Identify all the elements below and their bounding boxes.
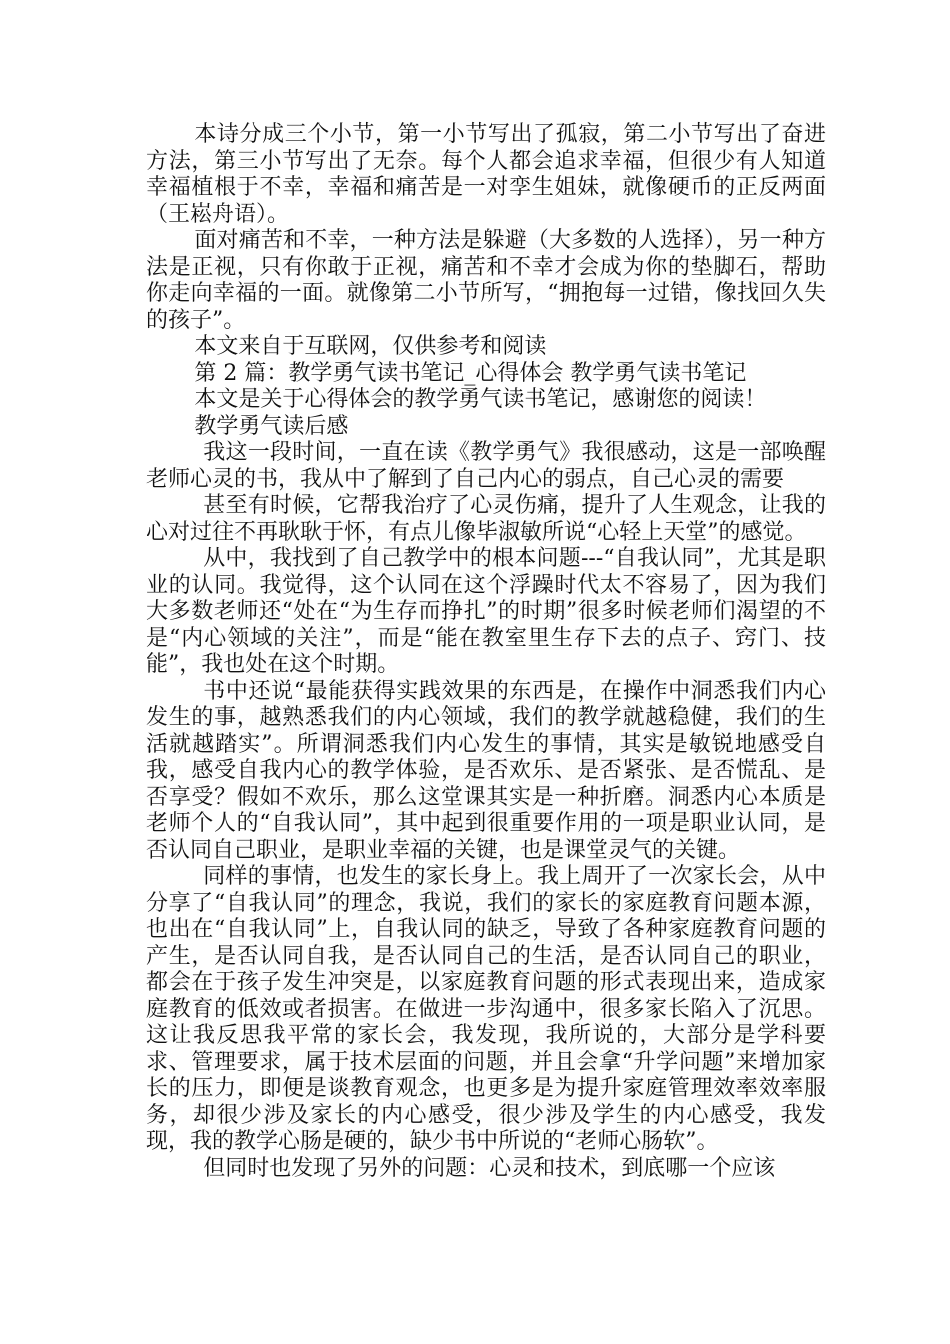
- paragraph-book-quote: 书中还说“最能获得实践效果的东西是，在操作中洞悉我们内心发生的事，越熟悉我们的内心领域，我们的教学就越稳健，我们的生活就越踏实”。所谓洞悉我们内心发生的事情，其实是敏锐地感受自我，感受自我内心的教学体验，是否欢乐、是否紧张、是否慌乱、是否享受？假如不欢乐，那么这堂课其实是一种折磨。洞悉内心本质是老师个人的“自我认同”，其中起到很重要作用的一项是职业认同，是否认同自己职业，是职业幸福的关键，也是课堂灵气的关键。: [146, 678, 826, 863]
- paragraph-source-note: 本文来自于互联网，仅供参考和阅读: [194, 334, 547, 359]
- paragraph-intro-note: 本文是关于心得体会的教学勇气读书笔记，感谢您的阅读！: [194, 387, 767, 412]
- document-body: [146, 122, 826, 1182]
- section-heading-part-2: 第 2 篇：教学勇气读书笔记_心得体会 教学勇气读书笔记: [194, 360, 747, 386]
- paragraph-reading-book: 我这一段时间，一直在读《教学勇气》我很感动，这是一部唤醒老师心灵的书，我从中了解到了自己内心的弱点，自己心灵的需要: [146, 440, 826, 492]
- paragraph-heart-vs-technique: 但同时也发现了另外的问题：心灵和技术，到底哪一个应该: [203, 1155, 776, 1181]
- paragraph-facing-pain: 面对痛苦和不幸，一种方法是躲避（大多数的人选择），另一种方法是正视，只有你敢于正视，痛苦和不幸才会成为你的垫脚石，帮助你走向幸福的一面。就像第二小节所写，“拥抱每一过错，像找回久失的孩子”。: [146, 228, 826, 333]
- paragraph-parent-meeting: 同样的事情，也发生的家长身上。我上周开了一次家长会，从中分享了“自我认同”的理念，我说，我们的家长的家庭教育问题本源，也出在“自我认同”上，自我认同的缺乏，导致了各种家庭教育问题的产生，是否认同自我，是否认同自己的生活，是否认同自己的职业，都会在于孩子发生冲突是，以家庭教育问题的形式表现出来，造成家庭教育的低效或者损害。在做进一步沟通中，很多家长陷入了沉思。这让我反思我平常的家长会，我发现，我所说的，大部分是学科要求、管理要求，属于技术层面的问题，并且会拿“升学问题”来增加家长的压力，即便是谈教育观念，也更多是为提升家庭管理效率效率服务，却很少涉及家长的内心感受，很少涉及学生的内心感受，我发现，我的教学心肠是硬的，缺少书中所说的“老师心肠软”。: [146, 864, 826, 1154]
- paragraph-poem-summary: 本诗分成三个小节，第一小节写出了孤寂，第二小节写出了奋进方法，第三小节写出了无奈。每个人都会追求幸福，但很少有人知道幸福植根于不幸，幸福和痛苦是一对孪生姐妹，就像硬币的正反两面（王崧舟语）。: [146, 122, 826, 227]
- paragraph-self-identity: 从中，我找到了自己教学中的根本问题---“自我认同”，尤其是职业的认同。我觉得，这个认同在这个浮躁时代太不容易了，因为我们大多数老师还“处在“为生存而挣扎”的时期”很多时候老师们渴望的不是“内心领域的关注”，而是“能在教室里生存下去的点子、窍门、技能”，我也处在这个时期。: [146, 546, 827, 677]
- paragraph-healing: 甚至有时候，它帮我治疗了心灵伤痛，提升了人生观念，让我的心对过往不再耿耿于怀，有点儿像毕淑敏所说“心轻上天堂”的感觉。: [146, 493, 826, 545]
- subheading-reading-reflection: 教学勇气读后感: [194, 413, 349, 439]
